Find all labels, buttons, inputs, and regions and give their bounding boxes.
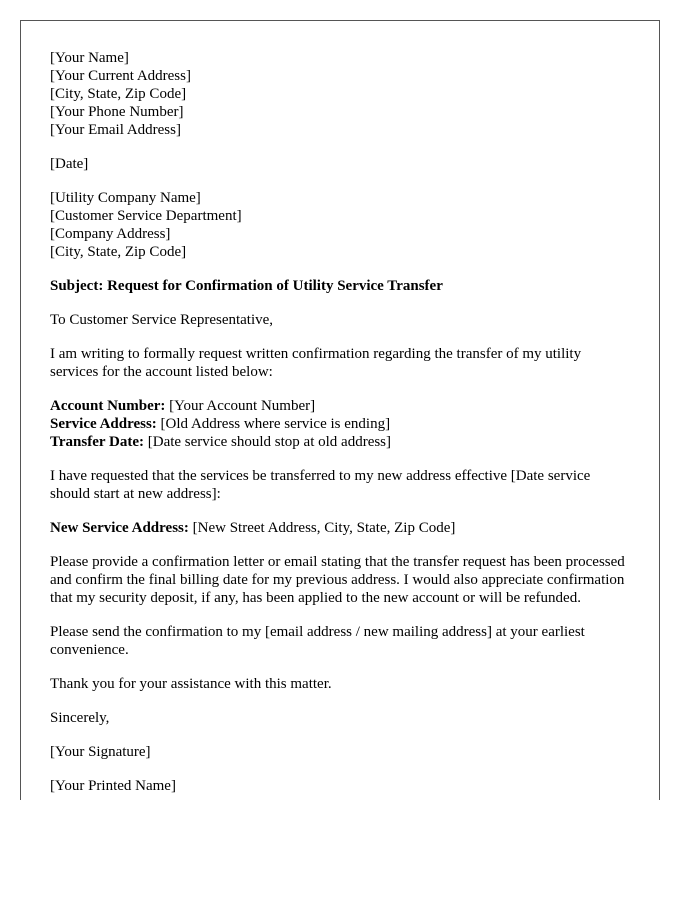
new-service-address-row — [50, 519, 630, 537]
letter-date: [Date] — [50, 156, 89, 172]
closing-line: Sincerely, — [50, 710, 110, 726]
recipient-department: [Customer Service Department] — [50, 208, 242, 224]
salutation: To Customer Service Representative, — [50, 312, 274, 328]
intro-paragraph: I am writing to formally request written confirmation regarding the transfer of my utility services for the account listed below: — [50, 346, 582, 380]
sender-address: [Your Current Address] — [50, 68, 191, 84]
recipient-company: [Utility Company Name] — [50, 190, 201, 206]
sender-email: [Your Email Address] — [50, 122, 181, 138]
sender-phone: [Your Phone Number] — [50, 104, 184, 120]
sender-block — [50, 49, 630, 139]
sender-city: [City, State, Zip Code] — [50, 86, 187, 102]
account-number-row — [50, 397, 630, 415]
signature-line: [Your Signature] — [50, 744, 151, 760]
subject-line: Subject: Request for Confirmation of Utility Service Transfer — [50, 278, 443, 294]
transfer-date-label: Transfer Date: — [50, 434, 144, 450]
new-service-address-value: [New Street Address, City, State, Zip Code] — [188, 520, 456, 536]
transfer-date-value: [Date service should stop at old address] — [144, 434, 392, 450]
letter-content — [50, 49, 630, 800]
service-address-label: Service Address: — [50, 416, 157, 432]
printed-name-line: [Your Printed Name] — [50, 778, 176, 794]
confirmation-paragraph: Please provide a confirmation letter or email stating that the transfer request has been processed and confirm the final billing date for my previous address. I would also appreciate confirmation that my security deposit, if any, has been applied to the new account or will be refunded. — [50, 554, 625, 606]
recipient-city: [City, State, Zip Code] — [50, 244, 187, 260]
service-address-row — [50, 415, 630, 433]
recipient-block — [50, 189, 630, 261]
request-paragraph: I have requested that the services be transferred to my new address effective [Date service should start at new address]: — [50, 468, 591, 502]
new-service-address-label: New Service Address: — [50, 520, 189, 536]
thanks-line: Thank you for your assistance with this matter. — [50, 676, 332, 692]
letter-page — [20, 20, 660, 800]
account-number-label: Account Number: — [50, 398, 166, 414]
recipient-address: [Company Address] — [50, 226, 171, 242]
send-paragraph: Please send the confirmation to my [email address / new mailing address] at your earliest convenience. — [50, 624, 585, 658]
account-number-value: [Your Account Number] — [165, 398, 316, 414]
transfer-date-row — [50, 433, 630, 451]
sender-name: [Your Name] — [50, 50, 129, 66]
service-address-value: [Old Address where service is ending] — [156, 416, 391, 432]
account-details — [50, 397, 630, 451]
